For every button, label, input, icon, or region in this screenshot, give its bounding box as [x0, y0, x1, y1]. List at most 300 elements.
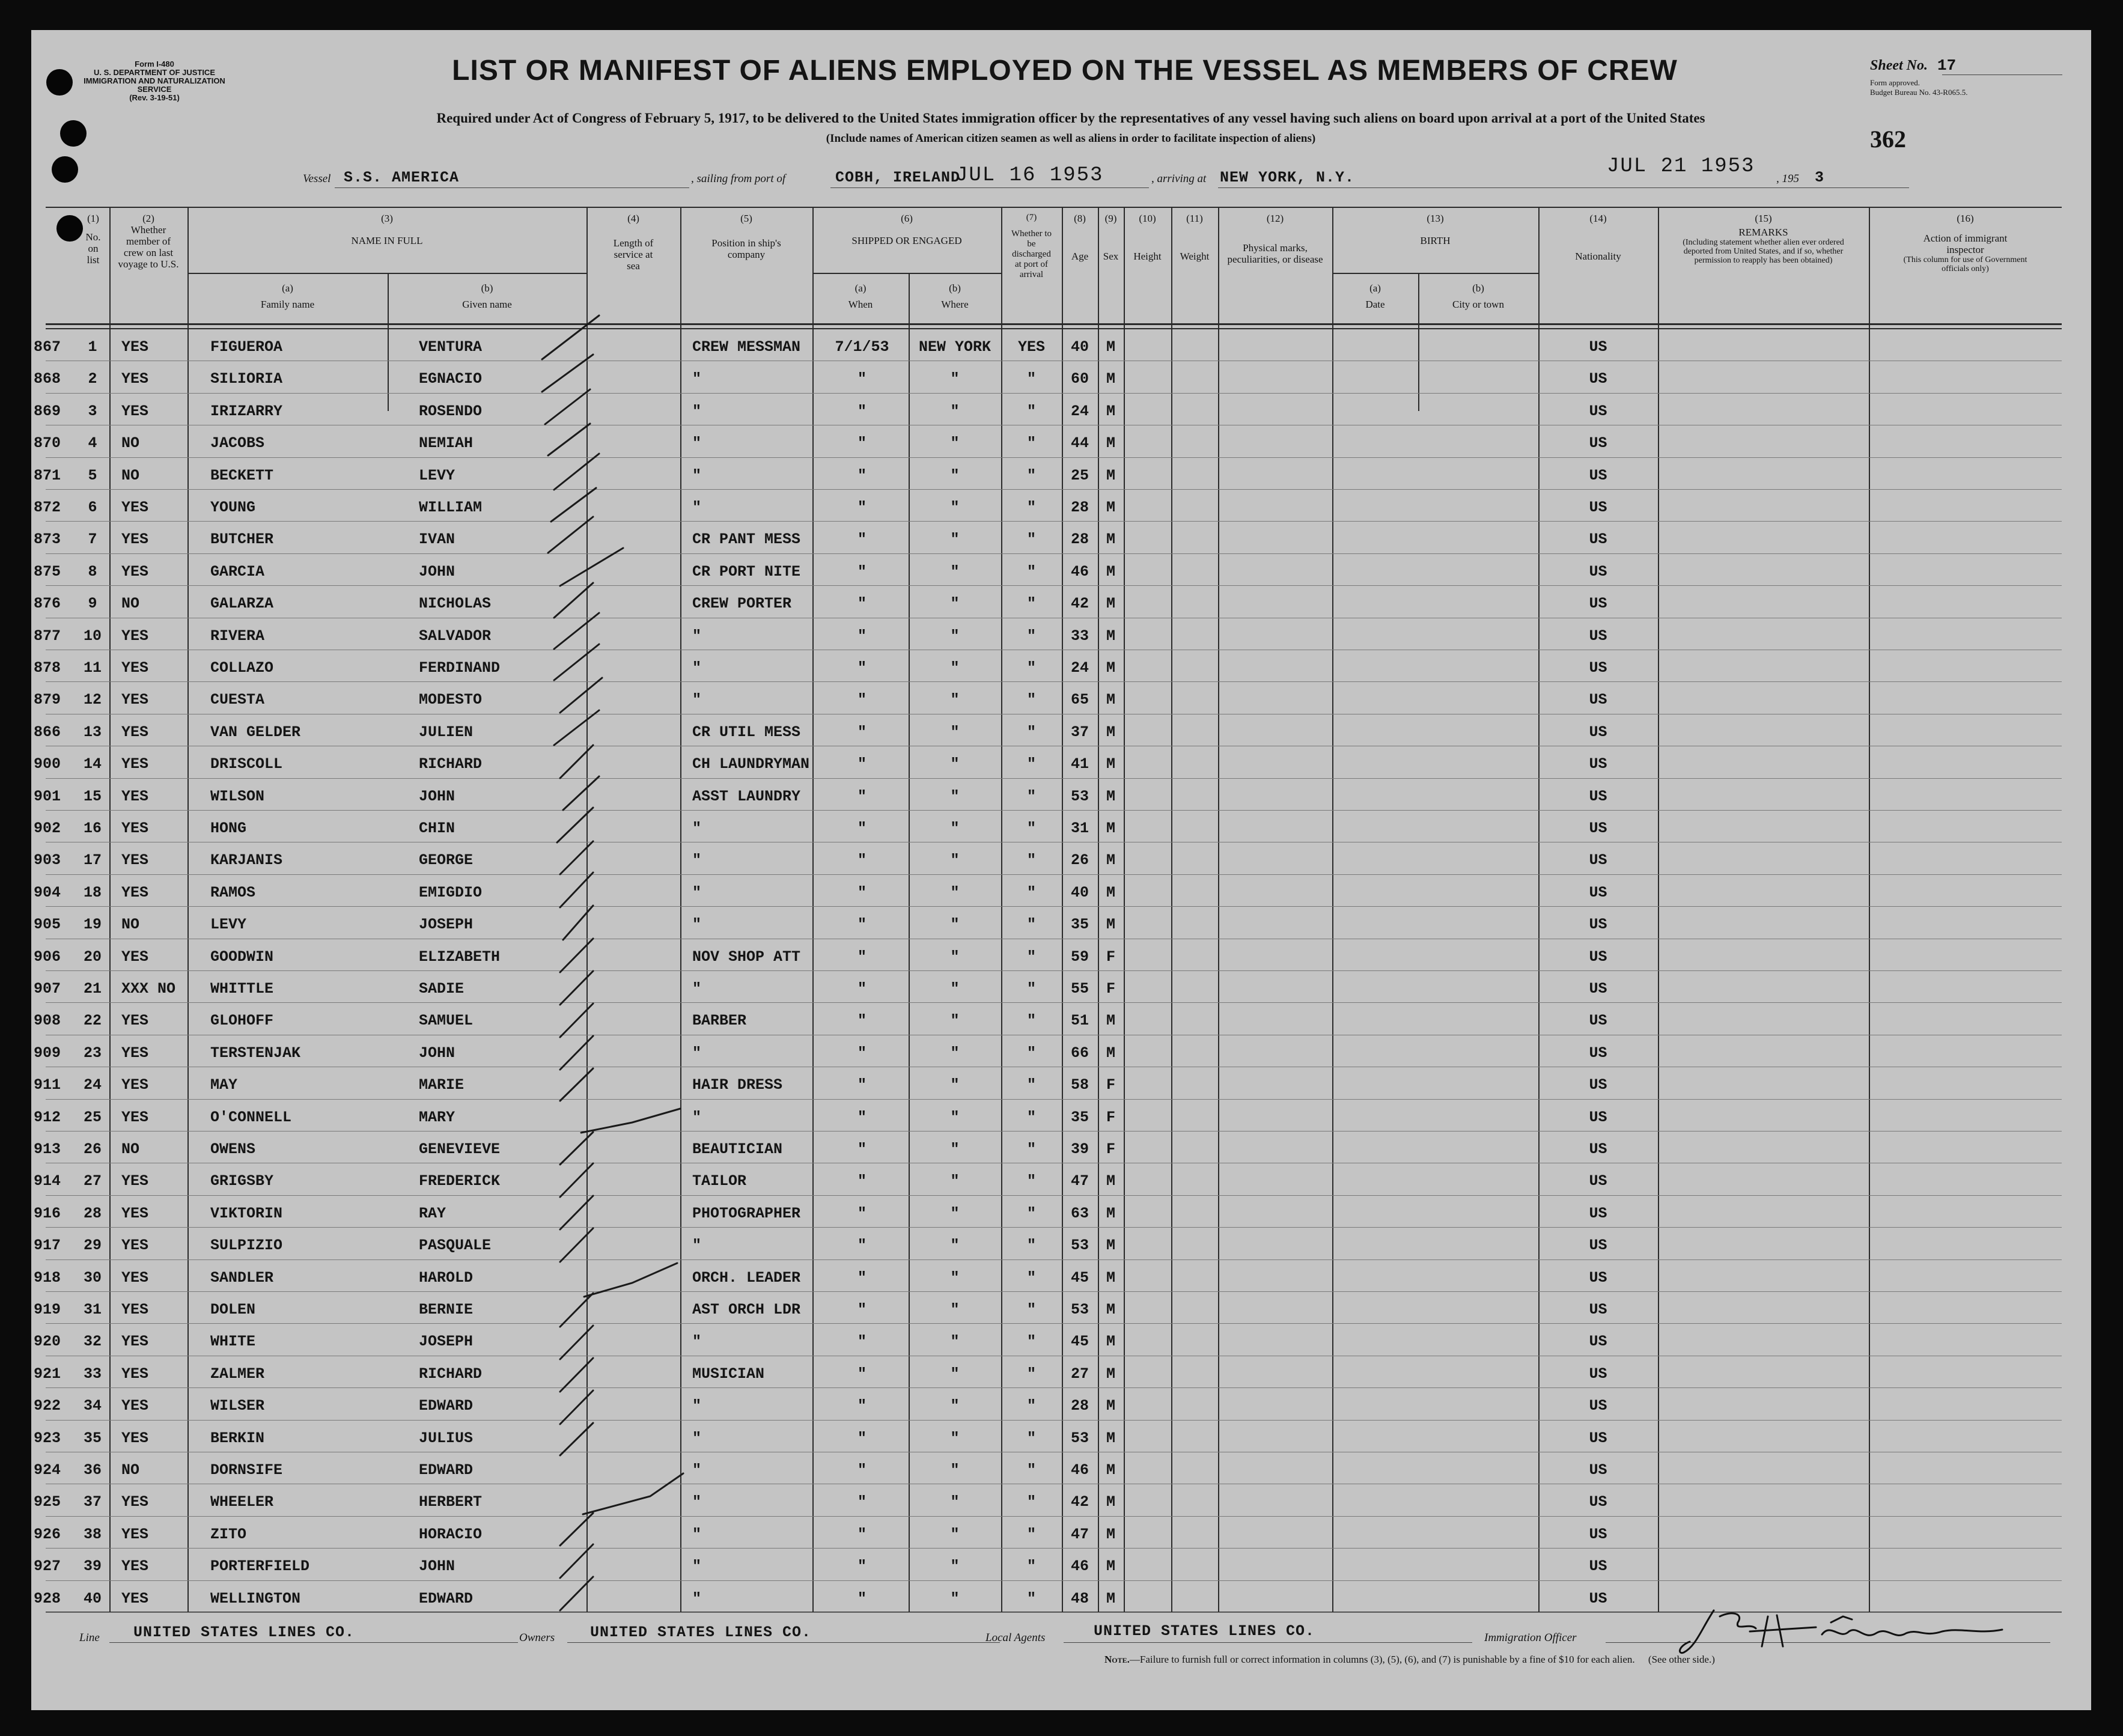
row-shipped-when: ": [857, 691, 867, 709]
row-discharged: ": [1026, 1076, 1036, 1094]
row-discharged: ": [1026, 1558, 1036, 1576]
row-serial: 901: [34, 787, 61, 805]
row-shipped-where: ": [950, 595, 960, 613]
row-shipped-where: ": [950, 531, 960, 549]
row-position: CH LAUNDRYMAN: [692, 755, 810, 773]
row-position: ": [692, 1429, 702, 1447]
row-position: ": [692, 434, 702, 452]
row-number: 20: [83, 948, 102, 966]
row-age: 53: [1070, 787, 1089, 805]
row-shipped-where: ": [950, 1172, 960, 1190]
row-sex: M: [1106, 338, 1115, 356]
row-serial: 914: [34, 1172, 61, 1190]
col3a-label: Family name: [260, 299, 315, 310]
row-crew-last-voyage: YES: [121, 755, 149, 773]
row-shipped-when: ": [857, 1172, 867, 1190]
row-crew-last-voyage: NO: [121, 916, 140, 934]
row-sex: M: [1106, 851, 1115, 870]
row-given-name: WILLIAM: [419, 499, 483, 516]
row-number: 21: [83, 980, 102, 997]
row-given-name: IVAN: [419, 531, 455, 549]
row-shipped-where: ": [950, 1237, 960, 1255]
row-crew-last-voyage: YES: [121, 723, 149, 741]
row-family-name: HONG: [210, 820, 247, 837]
row-discharged: ": [1026, 595, 1036, 613]
row-age: 33: [1070, 627, 1089, 645]
row-discharged: ": [1026, 1268, 1036, 1287]
row-serial: 912: [34, 1108, 61, 1126]
col9-num: (9): [1104, 213, 1117, 224]
row-crew-last-voyage: YES: [121, 370, 149, 388]
sailing-port: COBH, IRELAND: [835, 169, 961, 186]
row-age: 59: [1070, 948, 1089, 966]
row-nationality: US: [1589, 531, 1607, 549]
row-serial: 902: [34, 820, 61, 837]
row-serial: 921: [34, 1365, 61, 1383]
row-crew-last-voyage: YES: [121, 1558, 149, 1576]
row-nationality: US: [1589, 755, 1607, 773]
row-crew-last-voyage: YES: [121, 659, 149, 677]
row-given-name: JOSEPH: [419, 916, 474, 934]
row-shipped-where: ": [950, 1589, 960, 1607]
row-given-name: JOHN: [419, 787, 455, 805]
sheet-budget: Budget Bureau No. 43-R065.5.: [1870, 88, 1968, 97]
row-position: ": [692, 883, 702, 901]
row-number: 36: [83, 1461, 102, 1479]
row-family-name: DRISCOLL: [210, 755, 283, 773]
row-shipped-where: ": [950, 948, 960, 966]
row-nationality: US: [1589, 338, 1607, 356]
row-position: HAIR DRESS: [692, 1076, 783, 1094]
row-age: 53: [1070, 1301, 1089, 1318]
row-shipped-when: ": [857, 1141, 867, 1158]
row-family-name: GALARZA: [210, 595, 274, 613]
row-discharged: ": [1026, 1301, 1036, 1318]
row-nationality: US: [1589, 1237, 1607, 1255]
row-number: 16: [83, 820, 102, 837]
row-given-name: EDWARD: [419, 1461, 474, 1479]
col12-label: Physical marks, peculiarities, or disease: [1227, 242, 1323, 265]
row-sex: M: [1106, 595, 1115, 613]
row-nationality: US: [1589, 1012, 1607, 1030]
row-family-name: SULPIZIO: [210, 1237, 283, 1255]
row-serial: 924: [34, 1461, 61, 1479]
row-shipped-when: ": [857, 402, 867, 420]
row-discharged: ": [1026, 1108, 1036, 1126]
row-position: ": [692, 980, 702, 997]
row-sex: M: [1106, 787, 1115, 805]
check-marks: [31, 30, 2091, 1710]
row-sex: F: [1106, 980, 1115, 997]
form-agency: U. S. DEPARTMENT OF JUSTICE: [94, 68, 215, 77]
row-discharged: ": [1026, 1172, 1036, 1190]
row-serial: 876: [34, 595, 61, 613]
row-given-name: MARIE: [419, 1076, 465, 1094]
row-discharged: ": [1026, 562, 1036, 580]
row-serial: 923: [34, 1429, 61, 1447]
row-given-name: ROSENDO: [419, 402, 483, 420]
footer-owners-underline: [567, 1642, 1000, 1643]
row-position: ": [692, 402, 702, 420]
row-discharged: ": [1026, 948, 1036, 966]
row-age: 40: [1070, 883, 1089, 901]
row-sex: M: [1106, 1461, 1115, 1479]
row-given-name: VENTURA: [419, 338, 483, 356]
row-nationality: US: [1589, 948, 1607, 966]
row-shipped-when: ": [857, 1012, 867, 1030]
row-position: PHOTOGRAPHER: [692, 1204, 801, 1222]
row-shipped-where: ": [950, 1525, 960, 1543]
row-number: 19: [83, 916, 102, 934]
row-shipped-where: ": [950, 1461, 960, 1479]
col13b-label: City or town: [1452, 299, 1504, 310]
row-number: 27: [83, 1172, 102, 1190]
row-number: 34: [83, 1397, 102, 1415]
row-family-name: ZALMER: [210, 1365, 265, 1383]
row-nationality: US: [1589, 1397, 1607, 1415]
row-family-name: COLLAZO: [210, 659, 274, 677]
row-sex: M: [1106, 691, 1115, 709]
page-subnote: (Include names of American citizen seamen as well as aliens in order to facilitate inspection of aliens): [826, 132, 1316, 145]
row-sex: M: [1106, 1237, 1115, 1255]
row-age: 53: [1070, 1237, 1089, 1255]
row-discharged: ": [1026, 499, 1036, 516]
row-sex: F: [1106, 948, 1115, 966]
row-shipped-when: ": [857, 787, 867, 805]
row-number: 31: [83, 1301, 102, 1318]
row-crew-last-voyage: YES: [121, 1525, 149, 1543]
row-shipped-when: ": [857, 627, 867, 645]
row-shipped-where: ": [950, 755, 960, 773]
row-sex: M: [1106, 883, 1115, 901]
row-age: 58: [1070, 1076, 1089, 1094]
row-nationality: US: [1589, 1204, 1607, 1222]
col4-label: Length of service at sea: [613, 237, 654, 272]
row-age: 28: [1070, 499, 1089, 516]
row-family-name: BERKIN: [210, 1429, 265, 1447]
col6a-label: When: [848, 299, 873, 310]
row-given-name: GENEVIEVE: [419, 1141, 501, 1158]
row-shipped-when: 7/1/53: [835, 338, 889, 356]
row-family-name: JACOBS: [210, 434, 265, 452]
row-number: 4: [88, 434, 97, 452]
row-sex: M: [1106, 755, 1115, 773]
row-given-name: EDWARD: [419, 1589, 474, 1607]
row-crew-last-voyage: NO: [121, 434, 140, 452]
row-crew-last-voyage: YES: [121, 1493, 149, 1511]
col10-num: (10): [1139, 213, 1156, 224]
col10-label: Height: [1133, 251, 1162, 262]
row-number: 1: [88, 338, 97, 356]
row-nationality: US: [1589, 1108, 1607, 1126]
row-nationality: US: [1589, 1044, 1607, 1062]
row-nationality: US: [1589, 595, 1607, 613]
row-shipped-where: ": [950, 499, 960, 516]
row-shipped-when: ": [857, 1204, 867, 1222]
sheet-label: Sheet No.: [1870, 58, 1928, 73]
sheet-number: 17: [1937, 56, 1957, 75]
row-position: CR PORT NITE: [692, 562, 801, 580]
row-shipped-when: ": [857, 723, 867, 741]
row-number: 15: [83, 787, 102, 805]
row-discharged: ": [1026, 1044, 1036, 1062]
row-discharged: ": [1026, 659, 1036, 677]
row-discharged: ": [1026, 1141, 1036, 1158]
row-nationality: US: [1589, 1301, 1607, 1318]
row-number: 6: [88, 499, 97, 516]
row-crew-last-voyage: YES: [121, 1204, 149, 1222]
row-sex: M: [1106, 499, 1115, 516]
row-crew-last-voyage: YES: [121, 1301, 149, 1318]
row-nationality: US: [1589, 916, 1607, 934]
row-family-name: BUTCHER: [210, 531, 274, 549]
row-shipped-when: ": [857, 948, 867, 966]
row-age: 24: [1070, 402, 1089, 420]
col16-label: Action of immigrant inspector: [1923, 233, 2008, 255]
row-nationality: US: [1589, 1076, 1607, 1094]
row-discharged: ": [1026, 370, 1036, 388]
col4-num: (4): [627, 213, 639, 224]
row-shipped-when: ": [857, 1493, 867, 1511]
row-position: NOV SHOP ATT: [692, 948, 801, 966]
row-crew-last-voyage: YES: [121, 1237, 149, 1255]
row-crew-last-voyage: YES: [121, 627, 149, 645]
row-position: ASST LAUNDRY: [692, 787, 801, 805]
row-position: ": [692, 1589, 702, 1607]
row-shipped-where: ": [950, 627, 960, 645]
row-nationality: US: [1589, 1141, 1607, 1158]
row-position: AST ORCH LDR: [692, 1301, 801, 1318]
row-sex: M: [1106, 1204, 1115, 1222]
row-serial: 909: [34, 1044, 61, 1062]
row-family-name: VAN GELDER: [210, 723, 301, 741]
row-nationality: US: [1589, 820, 1607, 837]
row-discharged: ": [1026, 787, 1036, 805]
row-sex: M: [1106, 723, 1115, 741]
footer-see-other: (See other side.): [1648, 1654, 1715, 1665]
row-nationality: US: [1589, 1172, 1607, 1190]
row-sex: M: [1106, 562, 1115, 580]
footer-line-underline: [109, 1642, 518, 1643]
row-shipped-when: ": [857, 980, 867, 997]
row-shipped-where: ": [950, 1493, 960, 1511]
row-shipped-when: ": [857, 562, 867, 580]
row-crew-last-voyage: YES: [121, 402, 149, 420]
row-serial: 913: [34, 1141, 61, 1158]
row-number: 37: [83, 1493, 102, 1511]
row-position: ": [692, 1108, 702, 1126]
row-shipped-when: ": [857, 1108, 867, 1126]
row-given-name: EGNACIO: [419, 370, 483, 388]
col3b-num: (b): [481, 282, 493, 294]
row-shipped-when: ": [857, 1397, 867, 1415]
row-crew-last-voyage: YES: [121, 1044, 149, 1062]
col5-label: Position in ship's company: [711, 237, 781, 260]
row-given-name: RICHARD: [419, 755, 483, 773]
row-family-name: WILSON: [210, 787, 265, 805]
form-revision: (Rev. 3-19-51): [129, 93, 180, 102]
row-crew-last-voyage: YES: [121, 787, 149, 805]
row-age: 28: [1070, 531, 1089, 549]
row-number: 10: [83, 627, 102, 645]
row-given-name: NEMIAH: [419, 434, 474, 452]
col12-num: (12): [1266, 213, 1284, 224]
row-age: 60: [1070, 370, 1089, 388]
arriving-label: , arriving at: [1151, 172, 1207, 185]
col15-note: (Including statement whether alien ever ordered deported from United States, and if so, whether permission to reapply has been obtained): [1683, 238, 1844, 265]
row-shipped-where: ": [950, 1268, 960, 1287]
row-age: 48: [1070, 1589, 1089, 1607]
row-crew-last-voyage: NO: [121, 466, 140, 484]
row-number: 40: [83, 1589, 102, 1607]
row-given-name: ELIZABETH: [419, 948, 501, 966]
row-age: 42: [1070, 1493, 1089, 1511]
col16-note: (This column for use of Government officials only): [1903, 255, 2027, 273]
col15-num: (15): [1755, 213, 1772, 224]
row-sex: M: [1106, 402, 1115, 420]
row-position: BARBER: [692, 1012, 747, 1030]
row-discharged: ": [1026, 627, 1036, 645]
officer-signature: [1678, 1604, 2014, 1658]
col6-num: (6): [901, 213, 913, 224]
row-age: 51: [1070, 1012, 1089, 1030]
row-given-name: HORACIO: [419, 1525, 483, 1543]
col8-num: (8): [1074, 213, 1086, 224]
row-number: 35: [83, 1429, 102, 1447]
row-age: 63: [1070, 1204, 1089, 1222]
row-number: 8: [88, 562, 97, 580]
footer-line-label: Line: [79, 1631, 100, 1644]
row-serial: 905: [34, 916, 61, 934]
footer-note-text: —Failure to furnish full or correct information in columns (3), (5), (6), and (7) is punishable by a fine of $10 for each alien.: [1129, 1654, 1635, 1665]
row-crew-last-voyage: YES: [121, 1172, 149, 1190]
row-serial: 917: [34, 1237, 61, 1255]
row-shipped-where: ": [950, 1333, 960, 1351]
row-number: 17: [83, 851, 102, 870]
row-number: 26: [83, 1141, 102, 1158]
row-number: 39: [83, 1558, 102, 1576]
row-given-name: EDWARD: [419, 1397, 474, 1415]
footer-line: UNITED STATES LINES CO.: [133, 1624, 355, 1641]
row-shipped-when: ": [857, 916, 867, 934]
row-given-name: FERDINAND: [419, 659, 501, 677]
row-position: ": [692, 1461, 702, 1479]
row-given-name: SAMUEL: [419, 1012, 474, 1030]
row-family-name: CUESTA: [210, 691, 265, 709]
row-shipped-when: ": [857, 820, 867, 837]
row-discharged: ": [1026, 402, 1036, 420]
row-crew-last-voyage: NO: [121, 595, 140, 613]
row-age: 39: [1070, 1141, 1089, 1158]
row-shipped-when: ": [857, 1268, 867, 1287]
row-sex: M: [1106, 916, 1115, 934]
row-shipped-when: ": [857, 434, 867, 452]
row-family-name: ZITO: [210, 1525, 247, 1543]
row-family-name: SILIORIA: [210, 370, 283, 388]
row-family-name: RAMOS: [210, 883, 256, 901]
row-shipped-where: ": [950, 980, 960, 997]
row-position: MUSICIAN: [692, 1365, 765, 1383]
row-sex: F: [1106, 1108, 1115, 1126]
row-discharged: ": [1026, 1589, 1036, 1607]
row-serial: 907: [34, 980, 61, 997]
row-age: 35: [1070, 1108, 1089, 1126]
row-given-name: JULIUS: [419, 1429, 474, 1447]
row-number: 28: [83, 1204, 102, 1222]
row-crew-last-voyage: YES: [121, 562, 149, 580]
row-number: 30: [83, 1268, 102, 1287]
page-subtitle: Required under Act of Congress of February 5, 1917, to be delivered to the United States immigration officer by the representatives of any vessel having such aliens on board upon arrival at a port of the United States: [436, 111, 1705, 126]
row-nationality: US: [1589, 1365, 1607, 1383]
col6b-num: (b): [949, 282, 961, 294]
row-crew-last-voyage: YES: [121, 820, 149, 837]
col9-label: Sex: [1103, 251, 1119, 262]
row-discharged: ": [1026, 755, 1036, 773]
row-shipped-when: ": [857, 1076, 867, 1094]
footer-note: [1104, 1654, 1715, 1666]
row-position: ": [692, 499, 702, 516]
row-given-name: JULIEN: [419, 723, 474, 741]
row-family-name: SANDLER: [210, 1268, 274, 1287]
row-given-name: JOSEPH: [419, 1333, 474, 1351]
row-number: 12: [83, 691, 102, 709]
row-shipped-when: ": [857, 466, 867, 484]
row-serial: 928: [34, 1589, 61, 1607]
row-family-name: GARCIA: [210, 562, 265, 580]
row-number: 7: [88, 531, 97, 549]
row-sex: M: [1106, 1589, 1115, 1607]
row-family-name: TERSTENJAK: [210, 1044, 301, 1062]
row-number: 18: [83, 883, 102, 901]
row-age: 24: [1070, 659, 1089, 677]
row-age: 55: [1070, 980, 1089, 997]
row-position: ": [692, 1525, 702, 1543]
row-crew-last-voyage: YES: [121, 338, 149, 356]
row-shipped-when: ": [857, 1044, 867, 1062]
row-discharged: ": [1026, 916, 1036, 934]
row-nationality: US: [1589, 1429, 1607, 1447]
row-number: 5: [88, 466, 97, 484]
row-serial: 920: [34, 1333, 61, 1351]
row-sex: M: [1106, 466, 1115, 484]
row-crew-last-voyage: YES: [121, 1268, 149, 1287]
col13a-num: (a): [1369, 282, 1381, 294]
row-shipped-where: ": [950, 562, 960, 580]
row-discharged: ": [1026, 1204, 1036, 1222]
row-family-name: WHEELER: [210, 1493, 274, 1511]
row-age: 65: [1070, 691, 1089, 709]
row-age: 42: [1070, 595, 1089, 613]
row-position: ": [692, 659, 702, 677]
col14-num: (14): [1589, 213, 1607, 224]
row-sex: M: [1106, 1558, 1115, 1576]
col15-label: REMARKS: [1738, 227, 1788, 238]
col2-num: (2): [142, 213, 154, 224]
row-position: ": [692, 1044, 702, 1062]
footer-owners-label: Owners: [519, 1631, 555, 1644]
row-shipped-when: ": [857, 883, 867, 901]
row-discharged: ": [1026, 1525, 1036, 1543]
row-position: ORCH. LEADER: [692, 1268, 801, 1287]
row-sex: M: [1106, 627, 1115, 645]
row-position: ": [692, 627, 702, 645]
row-position: ": [692, 851, 702, 870]
row-position: ": [692, 1397, 702, 1415]
footer-agents: UNITED STATES LINES CO.: [1094, 1622, 1315, 1640]
row-position: CR PANT MESS: [692, 531, 801, 549]
col1-num: (1): [87, 213, 99, 224]
row-crew-last-voyage: NO: [121, 1461, 140, 1479]
